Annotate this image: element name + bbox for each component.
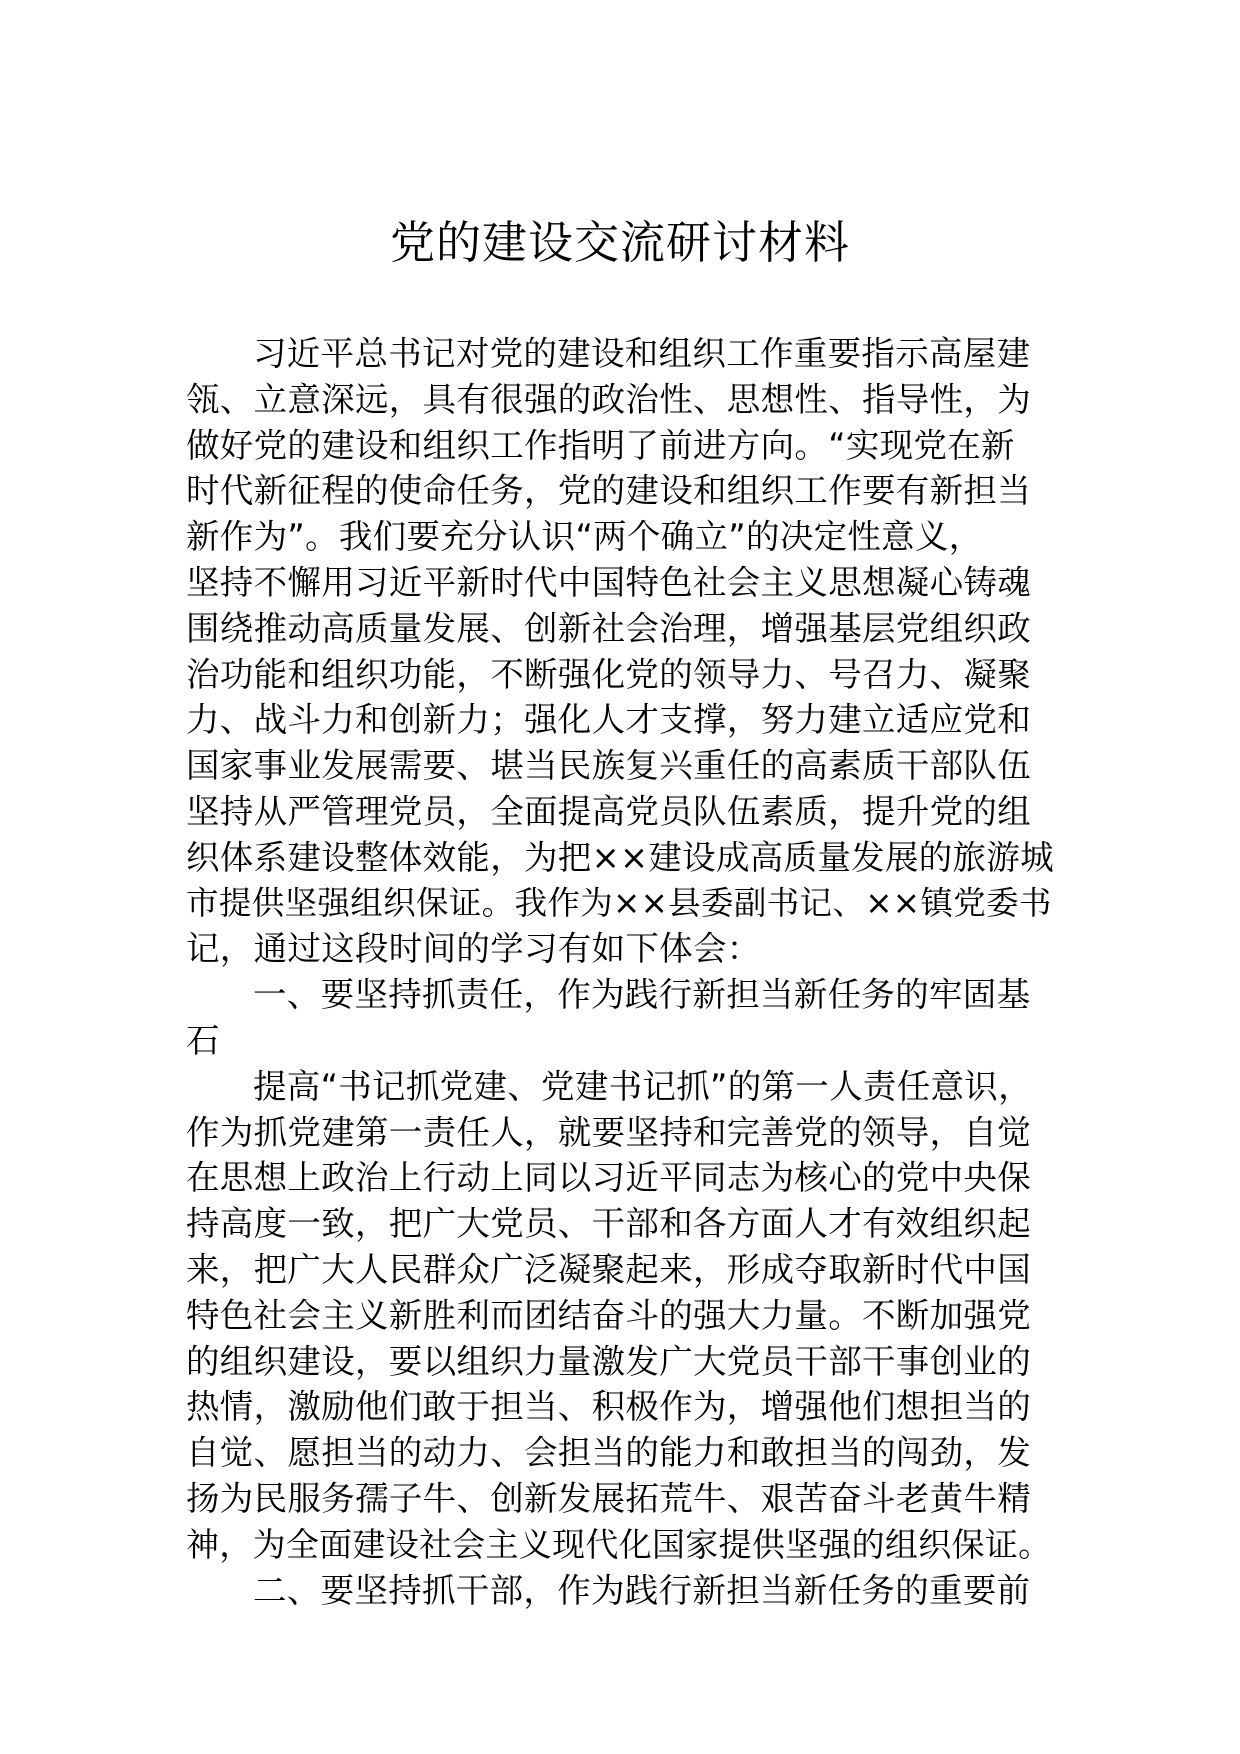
section-heading-line: 二、要坚持抓干部，作为践行新担当新任务的重要前 (253, 1570, 1031, 1610)
section-heading-line: 石 (186, 1020, 220, 1060)
paragraph-line: 提高“书记抓党建、党建书记抓”的第一人责任意识， (253, 1066, 1032, 1106)
paragraph-line: 习近平总书记对党的建设和组织工作重要指示高屋建 (253, 334, 1031, 373)
paragraph-line: 坚持不懈用习近平新时代中国特色社会主义思想凝心铸魂 (186, 562, 1031, 602)
paragraph-line: 来，把广大人民群众广泛凝聚起来，形成夺取新时代中国 (186, 1249, 1031, 1289)
paragraph-line: 扬为民服务孺子牛、创新发展拓荒牛、艰苦奋斗老黄牛精 (186, 1478, 1031, 1518)
document-title: 党的建设交流研讨材料 (389, 216, 850, 269)
paragraph-line: 记，通过这段时间的学习有如下体会： (186, 929, 761, 969)
paragraph-line: 自觉、愿担当的动力、会担当的能力和敢担当的闯劲，发 (186, 1433, 1031, 1473)
document-body (186, 331, 1056, 1613)
paragraph-line: 在思想上政治上行动上同以习近平同志为核心的党中央保 (186, 1158, 1031, 1198)
paragraph-line: 治功能和组织功能，不断强化党的领导力、号召力、凝聚 (186, 654, 1031, 694)
paragraph-line: 市提供坚强组织保证。我作为××县委副书记、××镇党委书 (186, 883, 1052, 922)
paragraph-line: 特色社会主义新胜利而团结奋斗的强大力量。不断加强党 (186, 1295, 1031, 1335)
paragraph-line: 国家事业发展需要、堪当民族复兴重任的高素质干部队伍 (186, 746, 1031, 786)
paragraph-line: 的组织建设，要以组织力量激发广大党员干部干事创业的 (186, 1341, 1031, 1381)
paragraph-line: 作为抓党建第一责任人，就要坚持和完善党的领导，自觉 (186, 1112, 1031, 1152)
paragraph-line: 力、战斗力和创新力；强化人才支撑，努力建立适应党和 (186, 700, 1031, 740)
paragraph-line: 坚持从严管理党员，全面提高党员队伍素质，提升党的组 (186, 791, 1031, 831)
paragraph-line: 神，为全面建设社会主义现代化国家提供坚强的组织保证。 (186, 1524, 1052, 1564)
paragraph-line: 做好党的建设和组织工作指明了前进方向。“实现党在新 (186, 425, 1015, 465)
paragraph-line: 织体系建设整体效能，为把××建设成高质量发展的旅游城 (186, 837, 1054, 877)
paragraph-line: 新作为”。我们要充分认识“两个确立”的决定性意义， (186, 517, 983, 557)
paragraph-line: 时代新征程的使命任务，党的建设和组织工作要有新担当 (186, 471, 1031, 511)
paragraph-line: 持高度一致，把广大党员、干部和各方面人才有效组织起 (186, 1204, 1031, 1244)
section-heading-line: 一、要坚持抓责任，作为践行新担当新任务的牢固基 (253, 975, 1031, 1015)
paragraph-line: 热情，激励他们敢于担当、积极作为，增强他们想担当的 (186, 1387, 1031, 1427)
paragraph-line: 围绕推动高质量发展、创新社会治理，增强基层党组织政 (186, 608, 1031, 648)
paragraph-line: 瓴、立意深远，具有很强的政治性、思想性、指导性，为 (186, 379, 1031, 419)
